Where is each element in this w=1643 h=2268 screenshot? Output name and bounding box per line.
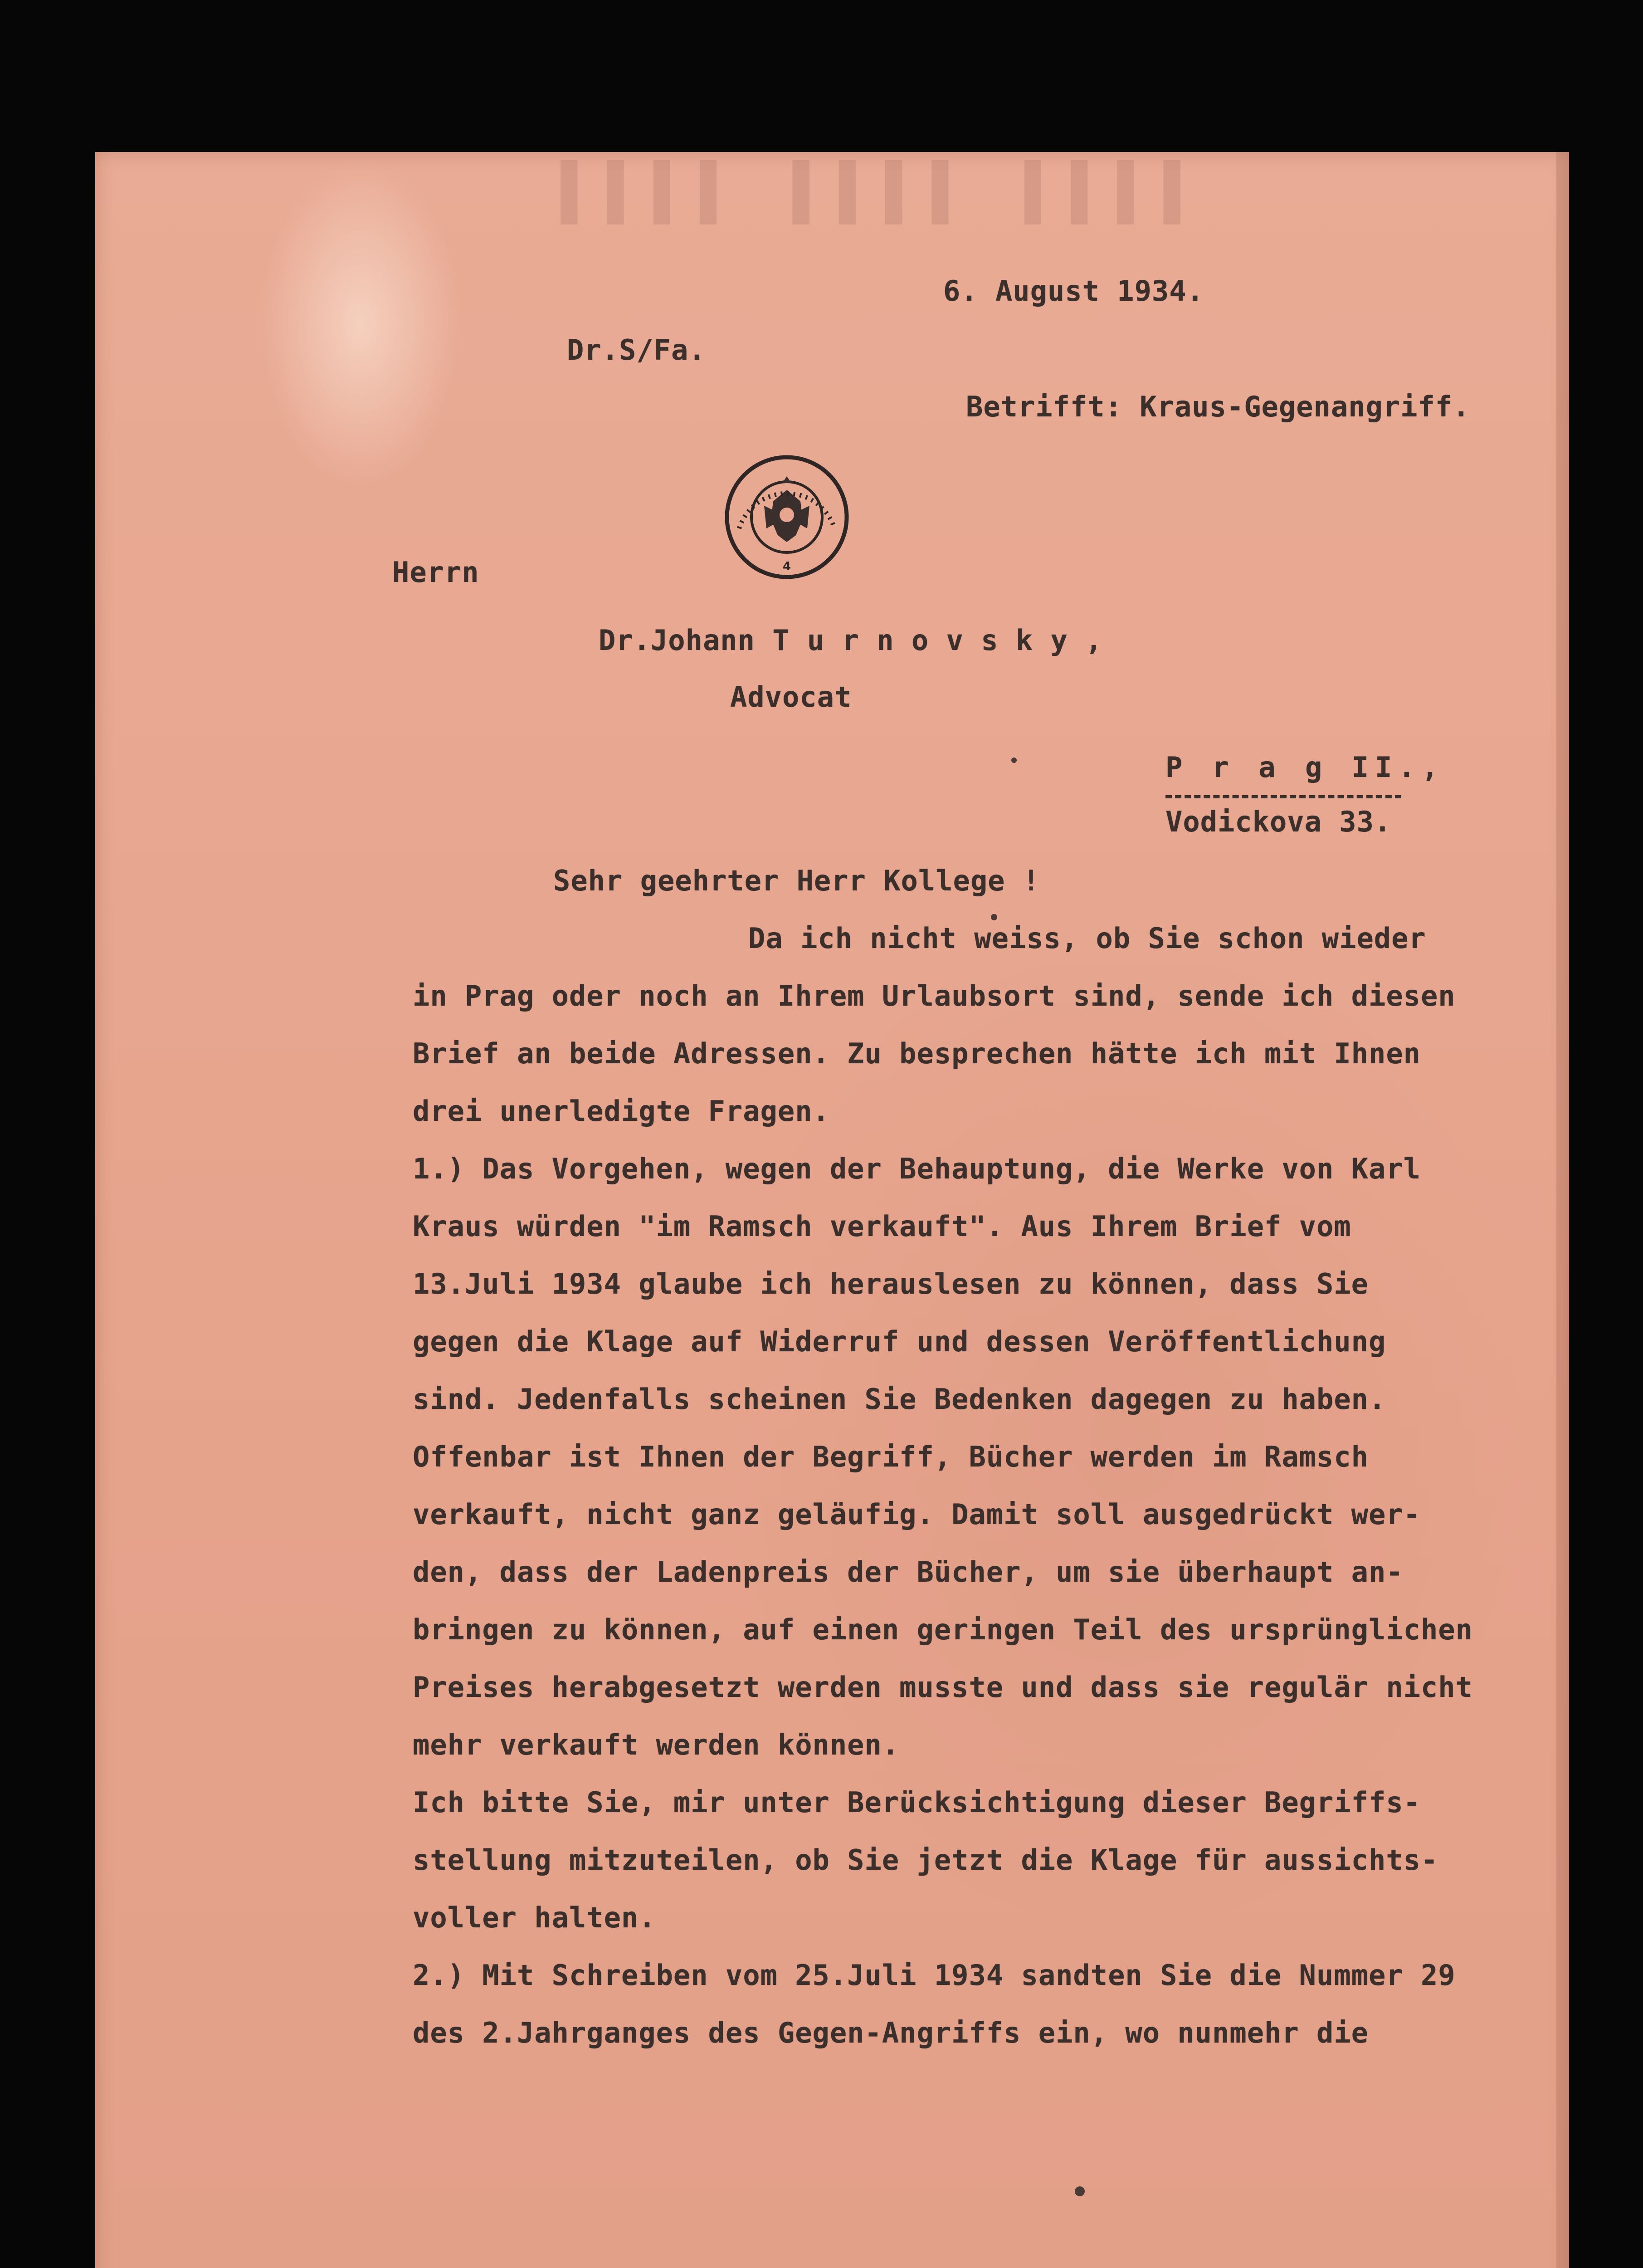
body-line: in Prag oder noch an Ihrem Urlaubsort sind, sende ich diesen — [413, 979, 1456, 1012]
body-line: Preises herabgesetzt werden musste und dass sie regulär nicht — [413, 1671, 1473, 1704]
body-line: Da ich nicht weiss, ob Sie schon wieder — [748, 922, 1426, 955]
greeting: Sehr geehrter Herr Kollege ! — [553, 864, 1040, 897]
library-stamp-icon — [721, 451, 853, 583]
body-line: den, dass der Ladenpreis der Bücher, um sie überhaupt an- — [413, 1555, 1404, 1589]
bleed-through-stamp: ▌▌▌▌ ▌▌▌▌ ▌▌▌▌ — [531, 161, 1180, 224]
svg-text:4: 4 — [782, 560, 791, 573]
letter-date: 6. August 1934. — [943, 274, 1204, 308]
body-line: 1.) Das Vorgehen, wegen der Behauptung, die Werke von Karl — [413, 1152, 1421, 1185]
body-line: bringen zu können, auf einen geringen Teil des ursprünglichen — [413, 1613, 1473, 1646]
body-line: Ich bitte Sie, mir unter Berücksichtigung dieser Begriffs- — [413, 1786, 1421, 1819]
body-line: stellung mitzuteilen, ob Sie jetzt die Klage für aussichts- — [413, 1843, 1438, 1877]
body-line: Brief an beide Adressen. Zu besprechen hätte ich mit Ihnen — [413, 1037, 1421, 1070]
body-line: voller halten. — [413, 1901, 656, 1934]
body-line: 2.) Mit Schreiben vom 25.Juli 1934 sandten Sie die Nummer 29 — [413, 1959, 1456, 1992]
recipient-title: Advocat — [730, 680, 852, 714]
paper-edge — [1556, 152, 1569, 2268]
body-line: sind. Jedenfalls scheinen Sie Bedenken dagegen zu haben. — [413, 1383, 1386, 1416]
body-line: mehr verkauft werden können. — [413, 1728, 900, 1761]
recipient-street: Vodickova 33. — [1165, 805, 1392, 838]
city-underline — [1165, 795, 1401, 798]
body-line: gegen die Klage auf Widerruf und dessen Veröffentlichung — [413, 1325, 1386, 1358]
letter-page — [95, 152, 1569, 2268]
paper-blemish — [1011, 758, 1017, 763]
letter-reference: Dr.S/Fa. — [567, 333, 706, 367]
body-line: des 2.Jahrganges des Gegen-Angriffs ein, wo nunmehr die — [413, 2016, 1369, 2049]
body-line: Kraus würden "im Ramsch verkauft". Aus Ihrem Brief vom — [413, 1210, 1351, 1243]
paper-blemish — [991, 914, 997, 920]
body-line: verkauft, nicht ganz geläufig. Damit soll ausgedrückt wer- — [413, 1498, 1421, 1531]
salutation-line: Herrn — [392, 556, 479, 589]
body-line: 13.Juli 1934 glaube ich herauslesen zu können, dass Sie — [413, 1267, 1369, 1300]
body-line: drei unerledigte Fragen. — [413, 1095, 830, 1128]
body-line: Offenbar ist Ihnen der Begriff, Bücher werden im Ramsch — [413, 1440, 1369, 1473]
recipient-name: Dr.Johann T u r n o v s k y , — [599, 624, 1103, 657]
recipient-city: P r a g II., — [1165, 751, 1445, 784]
paper-blemish — [1075, 2186, 1085, 2196]
letter-subject: Betrifft: Kraus-Gegenangriff. — [966, 390, 1470, 423]
